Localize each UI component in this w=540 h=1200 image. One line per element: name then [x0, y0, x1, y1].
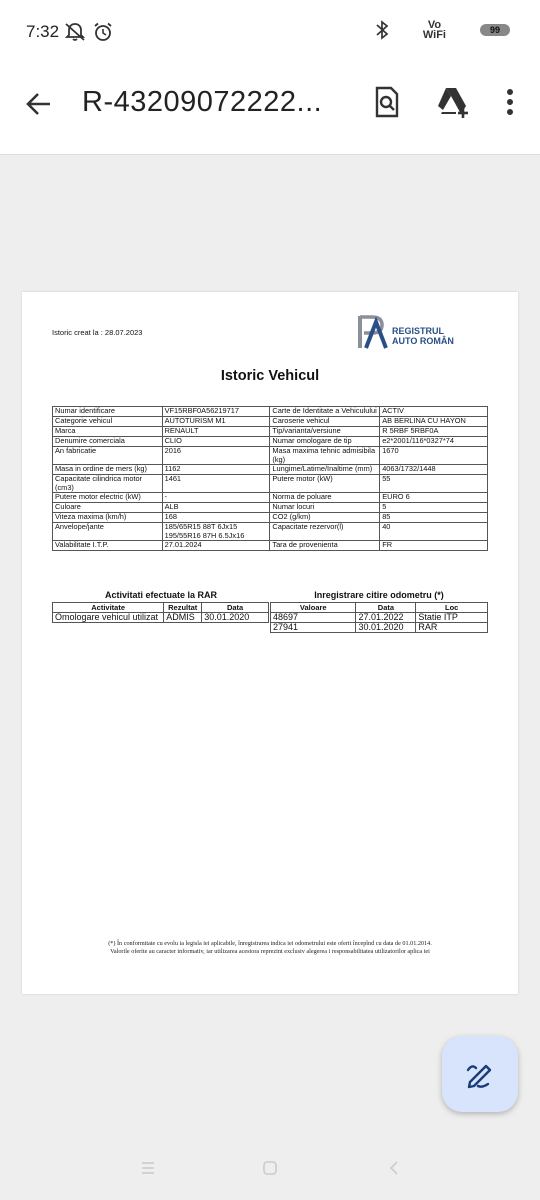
table-row [53, 493, 488, 503]
logo-line-2: AUTO ROMÂN [392, 336, 454, 346]
status-bar [0, 0, 540, 62]
field-label: Masa maxima tehnic admisibila (kg) [270, 447, 380, 465]
activities-header: Rezultat [164, 603, 202, 613]
field-label: Numar omologare de tip [270, 437, 380, 447]
odometer-place: RAR [416, 623, 488, 633]
field-value: AB BERLINA CU HAYON [380, 417, 488, 427]
field-value: VF15RBF0A56219717 [162, 407, 270, 417]
navigation-bar [0, 1140, 540, 1200]
odometer-value: 27941 [271, 623, 356, 633]
table-row [53, 437, 488, 447]
field-value: 2016 [162, 447, 270, 465]
field-label: Norma de poluare [270, 493, 380, 503]
field-value: 5 [380, 503, 488, 513]
table-row [53, 475, 488, 493]
field-value: RENAULT [162, 427, 270, 437]
footnote-line-1: (*) În conformitate cu evolu ia legisla iei aplicabile, înregistrarea indica iei odometrului este oferit începînd cu data de 01.01.2014. [108, 940, 432, 947]
table-row [53, 541, 488, 551]
table-row [53, 513, 488, 523]
field-label: Numar locuri [270, 503, 380, 513]
document-title: R-43209072222... [82, 86, 323, 118]
table-row [53, 447, 488, 465]
field-label: Tara de provenienta [270, 541, 380, 551]
odometer-value: 48697 [271, 613, 356, 623]
rar-logo [356, 314, 466, 352]
field-label: Lungime/Latime/Inaltime (mm) [270, 465, 380, 475]
field-value: AUTOTURISM M1 [162, 417, 270, 427]
odometer-place: Statie ITP [416, 613, 488, 623]
pen-annotate-icon [442, 1036, 518, 1112]
find-in-document-icon[interactable] [366, 82, 406, 122]
field-label: Capacitate cilindrica motor (cm3) [53, 475, 163, 493]
field-label: Tip/varianta/versiune [270, 427, 380, 437]
field-value: 4063/1732/1448 [380, 465, 488, 475]
table-row [53, 465, 488, 475]
field-label: Putere motor electric (kW) [53, 493, 163, 503]
table-row [53, 503, 488, 513]
field-value: R 5RBF 5RBF0A [380, 427, 488, 437]
table-row [53, 523, 488, 541]
field-value: 185/65R15 88T 6Jx15 195/55R16 87H 6.5Jx16 [162, 523, 270, 541]
created-date: Istoric creat la : 28.07.2023 [52, 328, 143, 337]
activities-table [52, 602, 269, 623]
odometer-date: 30.01.2020 [356, 623, 416, 633]
table-row [53, 417, 488, 427]
status-time: 7:32 [26, 22, 60, 41]
field-label: Viteza maxima (km/h) [53, 513, 163, 523]
field-label: Valabilitate I.T.P. [53, 541, 163, 551]
field-label: Capacitate rezervor(l) [270, 523, 380, 541]
activities-header: Data [202, 603, 269, 613]
table-row [271, 613, 488, 623]
field-label: Culoare [53, 503, 163, 513]
field-label: Numar identificare [53, 407, 163, 417]
wifi-indicator [423, 20, 446, 40]
battery-indicator: 99 [480, 24, 510, 36]
odometer-table [270, 602, 488, 633]
field-value: ACTIV [380, 407, 488, 417]
footnote [52, 940, 488, 956]
activity-result: ADMIS [164, 613, 202, 623]
activity-date: 30.01.2020 [202, 613, 269, 623]
app-toolbar [0, 62, 540, 155]
field-value: 85 [380, 513, 488, 523]
field-value: 168 [162, 513, 270, 523]
field-label: An fabricatie [53, 447, 163, 465]
field-label: Masa in ordine de mers (kg) [53, 465, 163, 475]
field-label: Marca [53, 427, 163, 437]
more-options-icon[interactable] [490, 82, 530, 122]
table-row [53, 613, 269, 623]
table-row [271, 623, 488, 633]
table-row [53, 427, 488, 437]
document-heading: Istoric Vehicul [220, 368, 320, 384]
footnote-line-2: Valorile oferite au caracter informativ, iar utilizarea acestora reprezint exclusiv alegerea i responsabilitatea utilizatorilor aplica iei [110, 948, 430, 955]
field-label: Denumire comerciala [53, 437, 163, 447]
logo-line-1: REGISTRUL [392, 326, 445, 336]
odometer-title: Inregistrare citire odometru (*) [314, 590, 444, 600]
document-page [22, 292, 518, 994]
field-value: 1670 [380, 447, 488, 465]
annotate-fab[interactable] [442, 1036, 518, 1112]
notifications-muted-icon [64, 22, 86, 42]
field-label: CO2 (g/km) [270, 513, 380, 523]
table-row [53, 407, 488, 417]
odometer-date: 27.01.2022 [356, 613, 416, 623]
field-value: 27.01.2024 [162, 541, 270, 551]
field-label: Carte de Identitate a Vehiculului [270, 407, 380, 417]
field-value: e2*2001/116*0327*74 [380, 437, 488, 447]
field-value: ALB [162, 503, 270, 513]
field-value: - [162, 493, 270, 503]
odometer-header: Valoare [271, 603, 356, 613]
field-label: Anvelope/jante [53, 523, 163, 541]
odometer-header: Loc [416, 603, 488, 613]
field-value: 40 [380, 523, 488, 541]
field-value: CLIO [162, 437, 270, 447]
field-value: 1461 [162, 475, 270, 493]
odometer-header: Data [356, 603, 416, 613]
rar-logo-mark-icon [356, 314, 390, 350]
activities-header: Activitate [53, 603, 164, 613]
back-nav-icon[interactable] [386, 1160, 402, 1176]
field-label: Putere motor (kW) [270, 475, 380, 493]
alarm-icon [92, 22, 114, 42]
wifi-label-top: Vo [427, 19, 442, 31]
home-icon[interactable] [262, 1160, 278, 1176]
wifi-label-bottom: WiFi [422, 29, 446, 41]
field-label: Caroserie vehicul [270, 417, 380, 427]
bluetooth-icon [375, 20, 389, 40]
activity-name: Omologare vehicul utilizat [53, 613, 164, 623]
add-to-drive-icon[interactable] [432, 82, 472, 122]
recent-apps-icon[interactable] [140, 1160, 156, 1176]
field-value: EURO 6 [380, 493, 488, 503]
field-value: FR [380, 541, 488, 551]
field-label: Categorie vehicul [53, 417, 163, 427]
back-arrow-icon[interactable] [20, 84, 60, 124]
field-value: 1162 [162, 465, 270, 475]
field-value: 55 [380, 475, 488, 493]
vehicle-details-table [52, 406, 488, 551]
activities-title: Activitati efectuate la RAR [104, 590, 218, 600]
